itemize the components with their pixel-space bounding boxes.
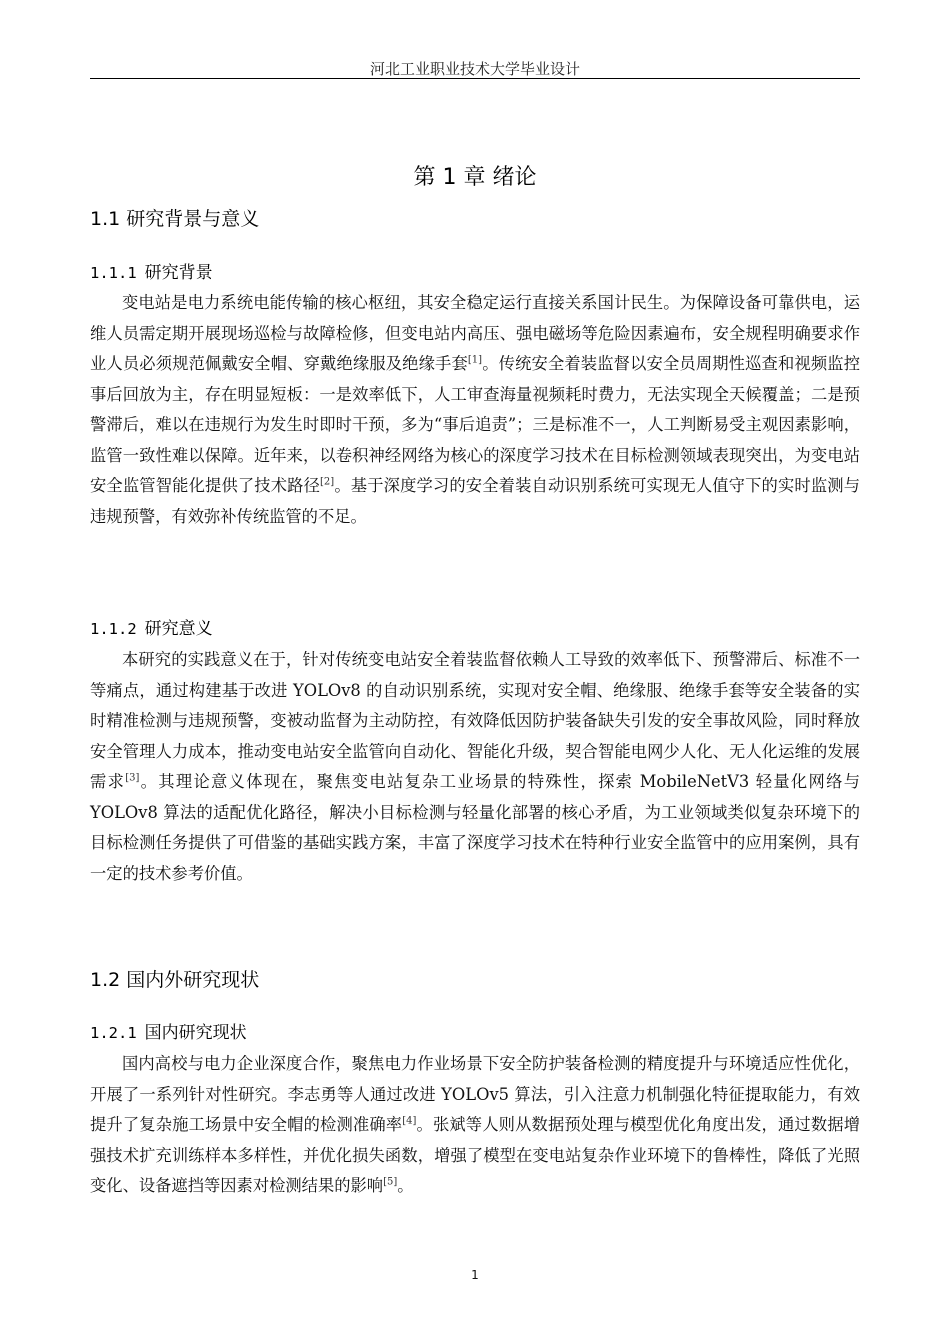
subsection-number: 1.2.1	[90, 1024, 137, 1042]
citation: [2]	[320, 476, 335, 488]
section-heading-1-2: 1.2 国内外研究现状	[90, 969, 260, 991]
citation: [4]	[402, 1115, 417, 1127]
paragraph-research-background	[90, 288, 860, 532]
subsection-title: 研究意义	[144, 619, 213, 639]
chapter-title: 第 1 章 绪论	[413, 165, 537, 190]
subsection-heading-1-1-1	[90, 258, 213, 283]
subsection-title: 国内研究现状	[144, 1023, 247, 1043]
paragraph-text: 国内高校与电力企业深度合作，聚焦电力作业场景下安全防护装备检测的精度提升与环境适应性优化，开展了一系列针对性研究。李志勇等人通过改进 YOLOv5 算法，引入注意力机制强化特征提取能力，有效提升了复杂施工场景中安全帽的检测准确率	[90, 1054, 860, 1134]
subsection-number: 1.1.2	[90, 620, 137, 638]
page-number: 1	[471, 1268, 479, 1282]
paragraph-research-significance	[90, 645, 860, 889]
paragraph-text: 。张斌等人则从数据预处理与模型优化角度出发，通过数据增强技术扩充训练样本多样性，并优化损失函数，增强了模型在变电站复杂作业环境下的鲁棒性，降低了光照变化、设备遮挡等因素对检测结果的影响	[90, 1115, 860, 1195]
citation: [1]	[467, 354, 483, 366]
paragraph-text: 。	[397, 1176, 414, 1195]
paragraph-text: 。基于深度学习的安全着装自动识别系统可实现无人值守下的实时监测与违规预警，有效弥补传统监管的不足。	[90, 476, 860, 526]
subsection-number: 1.1.1	[90, 264, 137, 282]
header-rule	[90, 78, 860, 79]
paragraph-text: 变电站是电力系统电能传输的核心枢纽，其安全稳定运行直接关系国计民生。为保障设备可靠供电，运维人员需定期开展现场巡检与故障检修，但变电站内高压、强电磁场等危险因素遍布，安全规程明确要求作业人员必须规范佩戴安全帽、穿戴绝缘服及绝缘手套	[90, 293, 860, 373]
paragraph-domestic-research	[90, 1049, 860, 1202]
subsection-title: 研究背景	[144, 263, 213, 283]
paragraph-text: 。其理论意义体现在，聚焦变电站复杂工业场景的特殊性，探索 MobileNetV3 轻量化网络与 YOLOv8 算法的适配优化路径，解决小目标检测与轻量化部署的核心矛盾，为工业领域类似复杂环境下的目标检测任务提供了可借鉴的基础实践方案，丰富了深度学习技术在特种行业安全监管中的应用案例，具有一定的技术参考价值。	[90, 772, 860, 883]
subsection-heading-1-1-2	[90, 614, 213, 639]
paragraph-text: 本研究的实践意义在于，针对传统变电站安全着装监督依赖人工导致的效率低下、预警滞后、标准不一等痛点，通过构建基于改进 YOLOv8 的自动识别系统，实现对安全帽、绝缘服、绝缘手套等安全装备的实时精准检测与违规预警，变被动监督为主动防控，有效降低因防护装备缺失引发的安全事故风险，同时释放安全管理人力成本，推动变电站安全监管向自动化、智能化升级，契合智能电网少人化、无人化运维的发展需求	[90, 650, 860, 791]
paragraph-text: 。传统安全着装监督以安全员周期性巡查和视频监控事后回放为主，存在明显短板：一是效率低下，人工审查海量视频耗时费力，无法实现全天候覆盖；二是预警滞后，难以在违规行为发生时即时干预，多为“事后追责”；三是标准不一，人工判断易受主观因素影响，监管一致性难以保障。近年来，以卷积神经网络为核心的深度学习技术在目标检测领域表现突出，为变电站安全监管智能化提供了技术路径	[90, 354, 860, 495]
subsection-heading-1-2-1	[90, 1018, 247, 1043]
section-heading-1-1: 1.1 研究背景与意义	[90, 208, 260, 230]
page-header: 河北工业职业技术大学毕业设计	[369, 60, 580, 78]
citation: [3]	[125, 772, 140, 784]
citation: [5]	[383, 1176, 398, 1188]
